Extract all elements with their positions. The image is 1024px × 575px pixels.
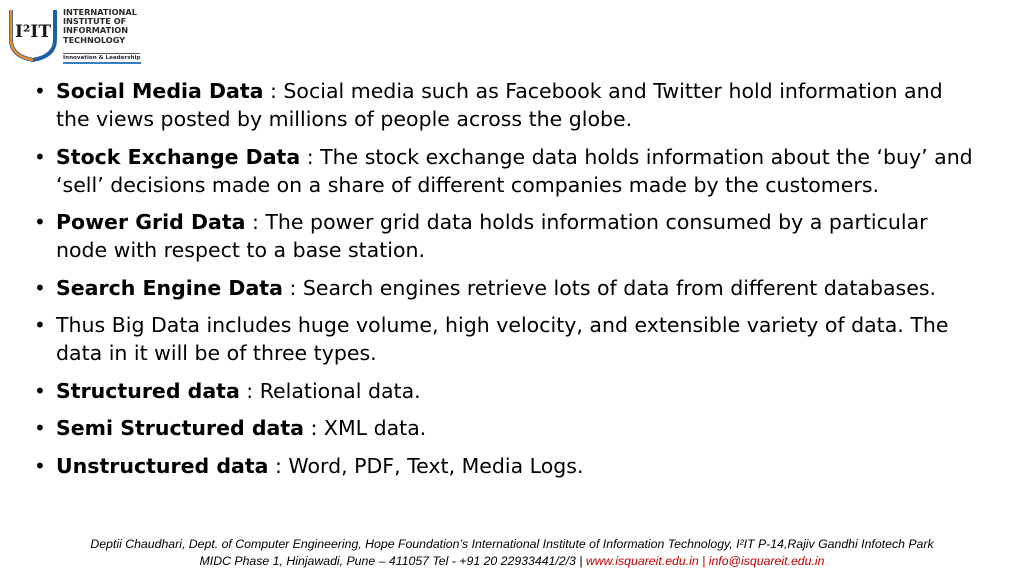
bullet-text: : Social media such as Facebook and Twitter hold information and the views posted by millions of people across the globe. [56, 79, 943, 131]
bullet-text: : XML data. [303, 416, 427, 440]
footer-address: MIDC Phase 1, Hinjawadi, Pune – 411057 Tel - +91 20 22933441/2/3 | [199, 554, 586, 568]
logo-line: INSTITUTE OF [63, 16, 127, 27]
bullet-term: Structured data [56, 378, 240, 403]
logo-tagline-underline [63, 62, 141, 64]
bullet-text: : Search engines retrieve lots of data from different databases. [282, 275, 937, 300]
bullet-big-data-types [34, 311, 974, 367]
footer-line-2 [0, 553, 1024, 570]
bullet-structured [34, 377, 974, 405]
bullet-term: Stock Exchange Data [56, 144, 301, 169]
bullet-text: : Word, PDF, Text, Media Logs. [268, 453, 584, 478]
bullet-power-grid [34, 208, 974, 264]
bullet-term: Social Media Data [56, 79, 264, 103]
bullet-search-engine [34, 274, 974, 302]
email-link[interactable]: info@isquareit.edu.in [708, 554, 825, 568]
logo-mark-text: I²IT [14, 22, 52, 42]
footer-line-1: Deptii Chaudhari, Dept. of Computer Engineering, Hope Foundation’s International Institute of Information Technology, I²IT P-14,Rajiv Gandhi Infotech Park [90, 537, 934, 551]
bullet-stock-exchange [34, 143, 974, 199]
institute-logo [8, 6, 141, 64]
logo-emblem-icon [8, 6, 58, 62]
bullet-term: Search Engine Data [56, 275, 283, 300]
bullet-text: Thus Big Data includes huge volume, high velocity, and extensible variety of data. The data in it will be of three types. [56, 313, 949, 365]
website-link[interactable]: www.isquareit.edu.in [585, 554, 699, 568]
logo-institute-name [63, 8, 137, 45]
bullet-text: : The stock exchange data holds information about the ‘buy’ and ‘sell’ decisions made on a share of different companies made by the customers. [56, 144, 973, 197]
footer-separator: | [698, 554, 709, 568]
bullet-list [34, 77, 974, 489]
slide-footer [0, 536, 1024, 570]
bullet-text: : The power grid data holds information consumed by a particular node with respect to a base station. [56, 210, 928, 262]
bullet-term: Semi Structured data [56, 416, 304, 440]
bullet-semi-structured [34, 414, 974, 442]
logo-line: TECHNOLOGY [63, 34, 126, 45]
logo-line: INTERNATIONAL [63, 7, 137, 17]
logo-line: INFORMATION [63, 25, 129, 36]
bullet-text: : Relational data. [239, 378, 421, 403]
bullet-unstructured [34, 452, 974, 480]
logo-tagline: Innovation & Leadership [63, 55, 141, 61]
bullet-term: Unstructured data [56, 453, 269, 478]
bullet-term: Power Grid Data [56, 210, 246, 234]
bullet-social-media [34, 77, 974, 133]
